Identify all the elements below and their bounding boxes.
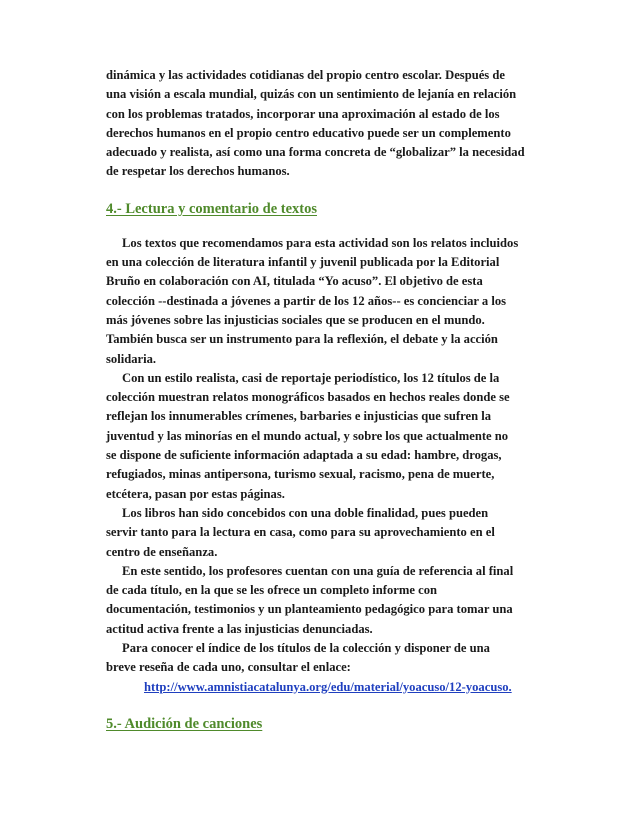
yoacuso-link[interactable]: http://www.amnistiacatalunya.org/edu/material/yoacuso/12-yoacuso. — [144, 679, 512, 694]
paragraph-line: breve reseña de cada uno, consultar el enlace: — [106, 660, 351, 675]
paragraph-line: solidaria. — [106, 351, 157, 366]
paragraph-line: Con un estilo realista, casi de reportaje periodístico, los 12 títulos de la — [122, 370, 500, 385]
intro-line: con los problemas tratados, incorporar una aproximación al estado de los — [106, 106, 500, 121]
intro-line: derechos humanos en el propio centro educativo puede ser un complemento — [106, 125, 511, 140]
paragraph-line: centro de enseñanza. — [106, 544, 218, 559]
paragraph-line: reflejan los innumerables crímenes, barbaries e injusticias que sufren la — [106, 409, 492, 424]
paragraph-line: Para conocer el índice de los títulos de la colección y disponer de una — [122, 641, 490, 656]
intro-line: de respetar los derechos humanos. — [106, 164, 290, 179]
document-page — [106, 66, 546, 735]
paragraph-line: También busca ser un instrumento para la reflexión, el debate y la acción — [106, 332, 498, 347]
paragraph-line: juventud y las minorías en el mundo actual, y sobre los que actualmente no — [106, 428, 509, 443]
paragraph-line: refugiados, minas antipersona, turismo sexual, racismo, pena de muerte, — [106, 467, 495, 482]
intro-line: adecuado y realista, así como una forma concreta de “globalizar” la necesidad — [106, 145, 525, 160]
paragraph-line: colección muestran relatos monográficos basados en hechos reales donde se — [106, 390, 510, 405]
section-4-heading: 4.- Lectura y comentario de textos — [106, 200, 317, 217]
paragraph-line: se dispone de suficiente información adaptada a su edad: hambre, drogas, — [106, 448, 502, 463]
paragraph-line: en una colección de literatura infantil y juvenil publicada por la Editorial — [106, 255, 500, 270]
paragraph-line: Bruño en colaboración con AI, titulada “Yo acuso”. El objetivo de esta — [106, 274, 483, 289]
paragraph-line: más jóvenes sobre las injusticias sociales que se producen en el mundo. — [106, 312, 485, 327]
section-5-heading: 5.- Audición de canciones — [106, 715, 263, 732]
paragraph-line: documentación, testimonios y un planteamiento pedagógico para tomar una — [106, 602, 513, 617]
intro-line: dinámica y las actividades cotidianas del propio centro escolar. Después de — [106, 68, 505, 82]
paragraph-line: actitud activa frente a las injusticias denunciadas. — [106, 621, 373, 636]
paragraph-line: servir tanto para la lectura en casa, como para su aprovechamiento en el — [106, 525, 495, 540]
link-container — [106, 678, 546, 697]
paragraph-line: etcétera, pasan por estas páginas. — [106, 486, 285, 501]
paragraph-line: Los libros han sido concebidos con una doble finalidad, pues pueden — [122, 505, 489, 520]
paragraph-line: colección --destinada a jóvenes a partir de los 12 años-- es concienciar a los — [106, 293, 507, 308]
paragraph-line: Los textos que recomendamos para esta actividad son los relatos incluidos — [122, 235, 519, 250]
intro-line: una visión a escala mundial, quizás con un sentimiento de lejanía en relación — [106, 87, 517, 102]
paragraph-line: de cada título, en la que se les ofrece un completo informe con — [106, 583, 438, 598]
paragraph-line: En este sentido, los profesores cuentan con una guía de referencia al final — [122, 563, 514, 578]
